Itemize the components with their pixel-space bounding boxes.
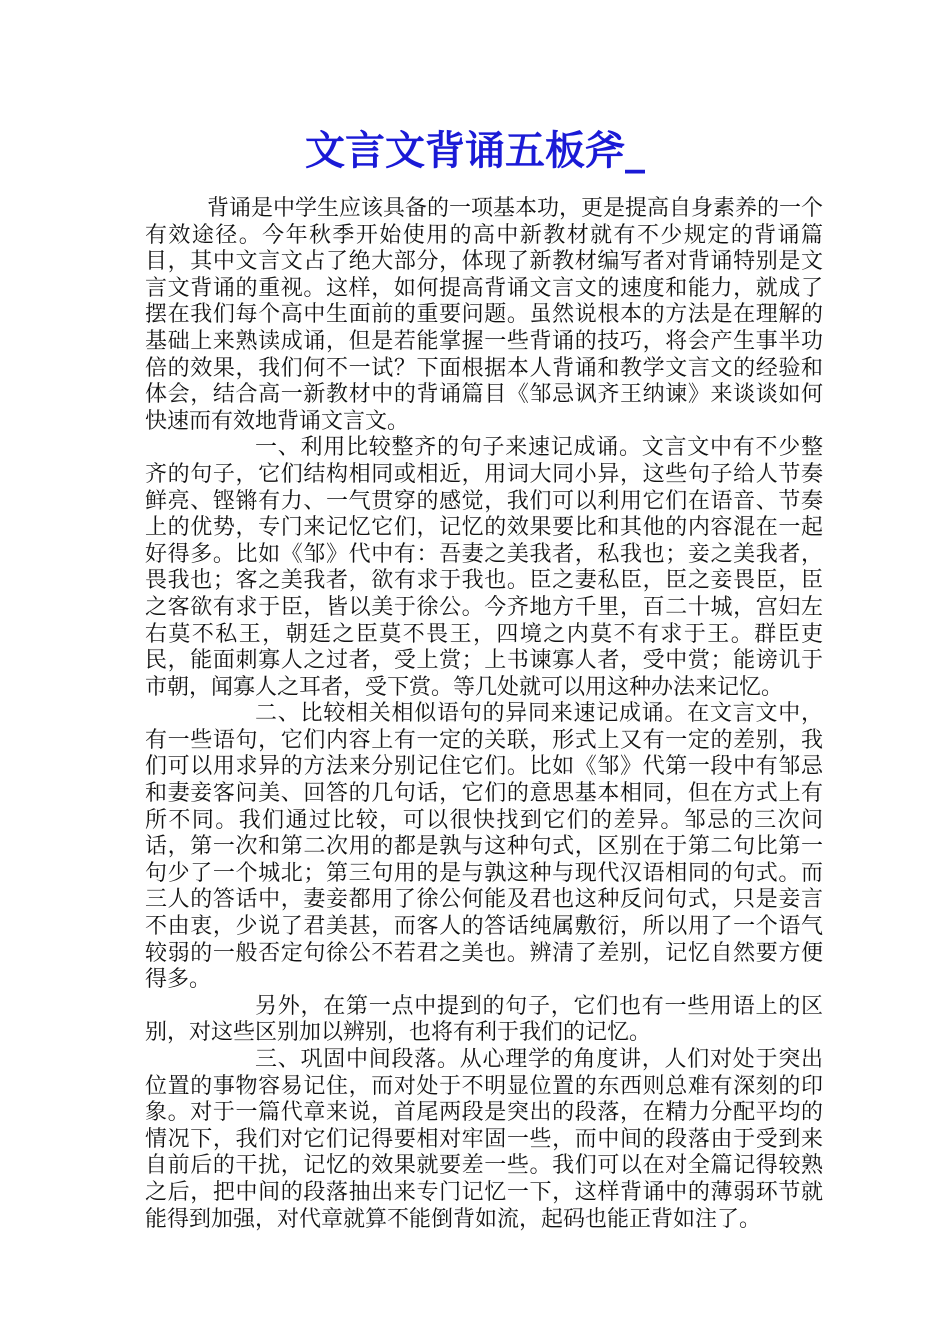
paragraph-intro: 背诵是中学生应该具备的一项基本功，更是提高自身素养的一个有效途径。今年秋季开始使用的高中新教材就有不少规定的背诵篇目，其中文言文占了绝大部分，体现了新教材编写者对背诵特别是文言文背诵的重视。这样，如何提高背诵文言文的速度和能力，就成了摆在我们每个高中生面前的重要问题。虽然说根本的方法是在理解的基础上来熟读成诵，但是若能掌握一些背诵的技巧，将会产生事半功倍的效果，我们何不一试？下面根据本人背诵和教学文言文的经验和体会，结合高一新教材中的背诵篇目《邹忌讽齐王纳谏》来谈谈如何快速而有效地背诵文言文。	[145, 196, 824, 434]
paragraph-method-one: 一、利用比较整齐的句子来速记成诵。文言文中有不少整齐的句子，它们结构相同或相近，用词大同小异，这些句子给人节奏鲜亮、铿锵有力、一气贯穿的感觉，我们可以利用它们在语音、节奏上的优势，专门来记忆它们，记忆的效果要比和其他的内容混在一起好得多。比如《邹》代中有：吾妻之美我者，私我也；妾之美我者，畏我也；客之美我者，欲有求于我也。臣之妻私臣，臣之妾畏臣，臣之客欲有求于臣，皆以美于徐公。今齐地方千里，百二十城，宫妇左右莫不私王，朝廷之臣莫不畏王，四境之内莫不有求于王。群臣吏民，能面刺寡人之过者，受上赏；上书谏寡人者，受中赏；能谤讥于市朝，闻寡人之耳者，受下赏。等几处就可以用这种办法来记忆。	[145, 435, 823, 700]
paragraph-method-two: 二、比较相关相似语句的异同来速记成诵。在文言文中，有一些语句，它们内容上有一定的关联，形式上又有一定的差别，我们可以用求异的方法来分别记住它们。比如《邹》代第一段中有邹忌和妻妾客问美、回答的几句话，它们的意思基本相同，但在方式上有所不同。我们通过比较，可以很快找到它们的差异。邹忌的三次问话，第一次和第二次用的都是孰与这种句式，区别在于第二句比第一句少了一个城北；第三句用的是与孰这种与现代汉语相同的句式。而三人的答话中，妻妾都用了徐公何能及君也这种反问句式，只是妾言不由衷，少说了君美甚，而客人的答话纯属敷衍，所以用了一个语气较弱的一般否定句徐公不若君之美也。辨清了差别，记忆自然要方便得多。	[145, 701, 823, 993]
paragraph-method-three: 三、巩固中间段落。从心理学的角度讲，人们对处于突出位置的事物容易记住，而对处于不明显位置的东西则总难有深刻的印象。对于一篇代章来说，首尾两段是突出的段落，在精力分配平均的情况下，我们对它们记得要相对牢固一些，而中间的段落由于受到来自前后的干扰，记忆的效果就要差一些。我们可以在对全篇记得较熟之后，把中间的段落抽出来专门记忆一下，这样背诵中的薄弱环节就能得到加强，对代章就算不能倒背如流，起码也能正背如注了。	[145, 1047, 823, 1232]
document-body	[145, 196, 823, 1233]
document-title: 文言文背诵五板斧_	[305, 127, 645, 174]
paragraph-supplement: 另外，在第一点中提到的句子，它们也有一些用语上的区别，对这些区别加以辨别，也将有利于我们的记忆。	[145, 993, 823, 1046]
